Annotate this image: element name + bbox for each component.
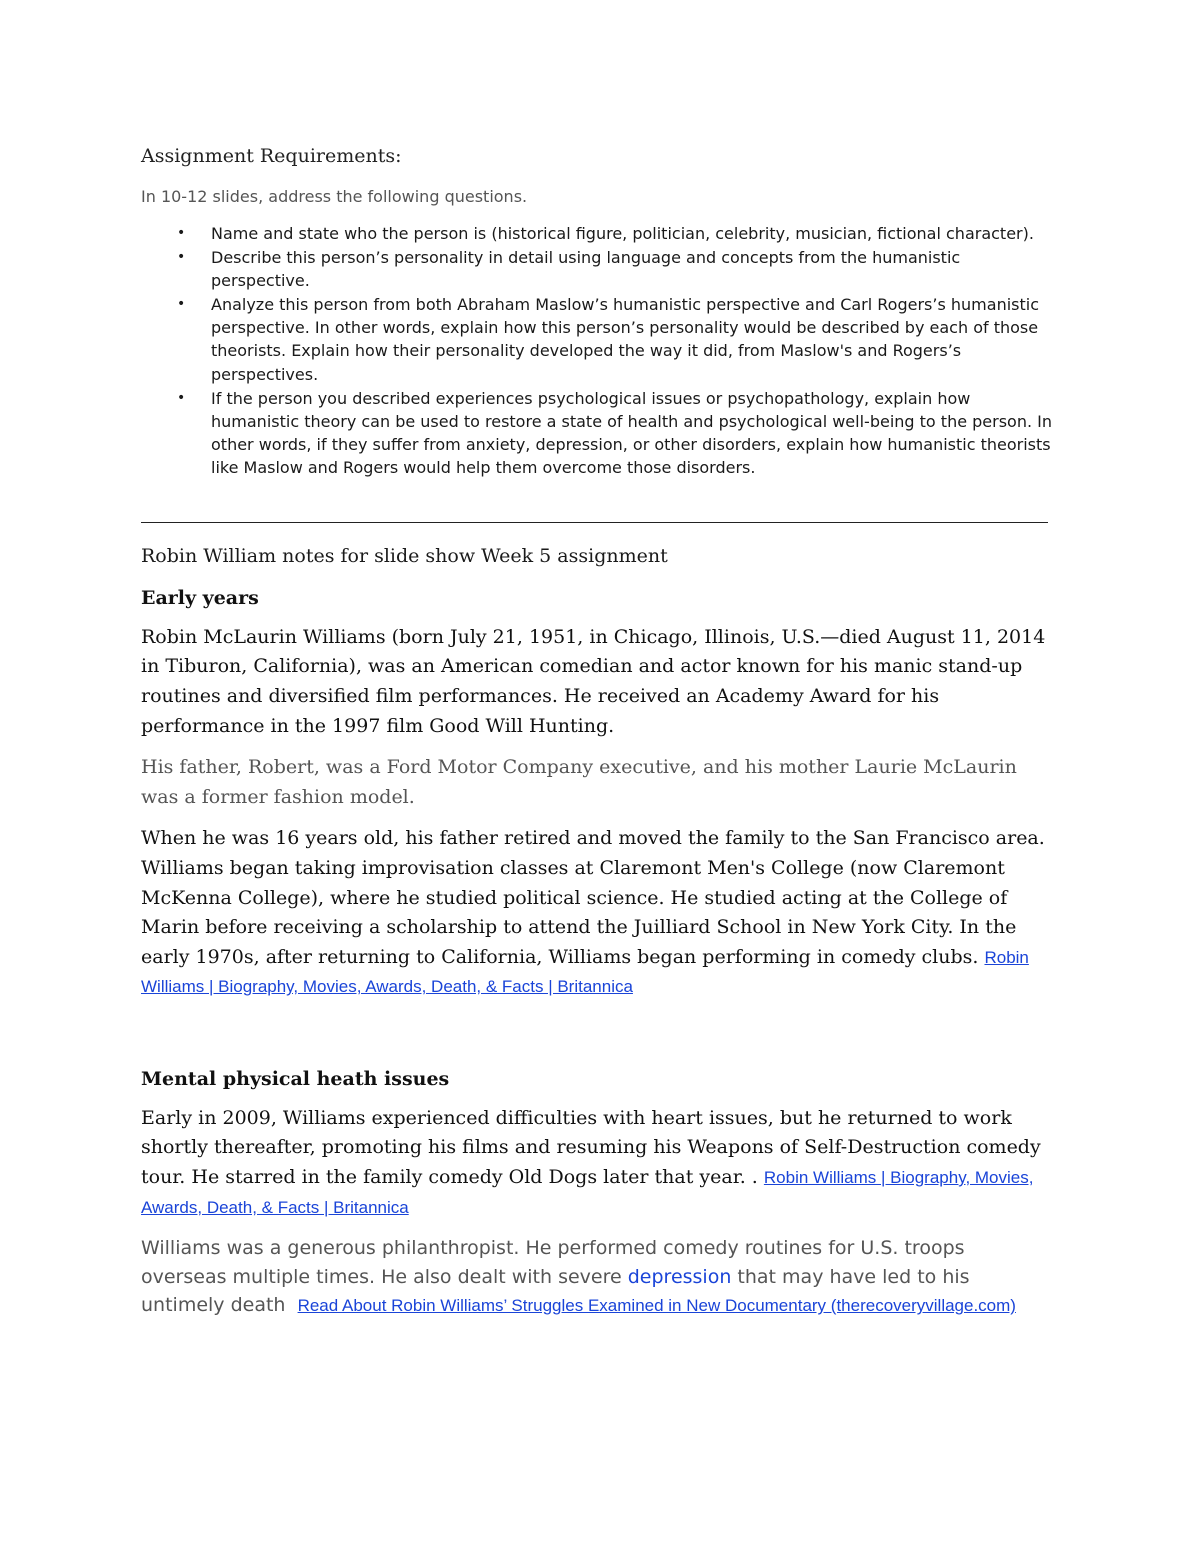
bullet-icon: • — [177, 225, 186, 241]
britannica-link[interactable]: Robin Williams | Biography, Movies, Awards, Death, & Facts | Britannica — [141, 1168, 1034, 1217]
list-item: • Name and state who the person is (historical figure, politician, celebrity, musician, fictional character). — [141, 222, 1056, 245]
early-years-paragraph-2: His father, Robert, was a Ford Motor Company executive, and his mother Laurie McLaurin was a former fashion model. — [141, 756, 1017, 808]
health-issues-heading: Mental physical heath issues — [141, 1067, 450, 1090]
list-item: • Describe this person’s personality in detail using language and concepts from the humanistic perspective. — [177, 247, 961, 291]
horizontal-divider — [141, 522, 1048, 523]
bullet-icon: • — [177, 389, 186, 406]
notes-title: Robin William notes for slide show Week 5 assignment — [141, 544, 668, 567]
depression-link[interactable]: depression — [627, 1265, 732, 1288]
early-years-heading: Early years — [141, 586, 259, 609]
bullet-icon: • — [177, 295, 186, 312]
bullet-icon: • — [177, 248, 186, 265]
document-page — [141, 140, 1056, 1321]
early-years-paragraph-3: When he was 16 years old, his father retired and moved the family to the San Francisco area. Williams began taking improvisation classes at Claremont Men's College (now Claremont McKenna College), where he studied political science. He studied acting at the College of Marin before receiving a scholarship to attend the Juilliard School in New York City. In the early 1970s, after returning to California, Williams began performing in comedy clubs. Robin Williams | Biography, Movies, Awards, Death, & Facts | Britannica — [141, 827, 1045, 997]
early-years-paragraph-1: Robin McLaurin Williams (born July 21, 1951, in Chicago, Illinois, U.S.—died August 11, 2014 in Tiburon, California), was an American comedian and actor known for his manic stand-up routines and diversified film performances. He received an Academy Award for his performance in the 1997 film Good Will Hunting. — [141, 625, 1046, 737]
recovery-village-link[interactable]: Read About Robin Williams’ Struggles Examined in New Documentary (therecoveryvillage.com) — [297, 1296, 1016, 1316]
assignment-requirements-heading: Assignment Requirements: — [141, 145, 402, 167]
requirements-list — [141, 222, 1056, 480]
health-paragraph-2: Williams was a generous philanthropist. He performed comedy routines for U.S. troops overseas multiple times. He also dealt with severe depression that may have led to his untimely death Read About Robin Williams’ Struggles Examined in New Documentary (therecoveryvillage.com) — [141, 1237, 1016, 1317]
list-item: • Analyze this person from both Abraham Maslow’s humanistic perspective and Carl Rogers’s humanistic perspective. In other words, explain how this person’s personality would be described by each of those theorists. Explain how their personality developed the way it did, from Maslow's and Rogers’s perspectives. — [177, 294, 1039, 384]
health-paragraph-1: Early in 2009, Williams experienced difficulties with heart issues, but he returned to work shortly thereafter, promoting his films and resuming his Weapons of Self-Destruction comedy tour. He starred in the family comedy Old Dogs later that year. . Robin Williams | Biography, Movies, Awards, Death, & Facts | Britannica — [141, 1106, 1041, 1217]
assignment-intro: In 10-12 slides, address the following questions. — [141, 187, 528, 206]
spacer — [141, 1014, 1056, 1064]
britannica-link[interactable]: Robin Williams | Biography, Movies, Awards, Death, & Facts | Britannica — [141, 947, 1029, 997]
list-item: • If the person you described experiences psychological issues or psychopathology, explain how humanistic theory can be used to restore a state of health and psychological well-being to the person. In other words, if they suffer from anxiety, depression, or other disorders, explain how humanistic theorists like Maslow and Rogers would help them overcome those disorders. — [177, 388, 1053, 478]
